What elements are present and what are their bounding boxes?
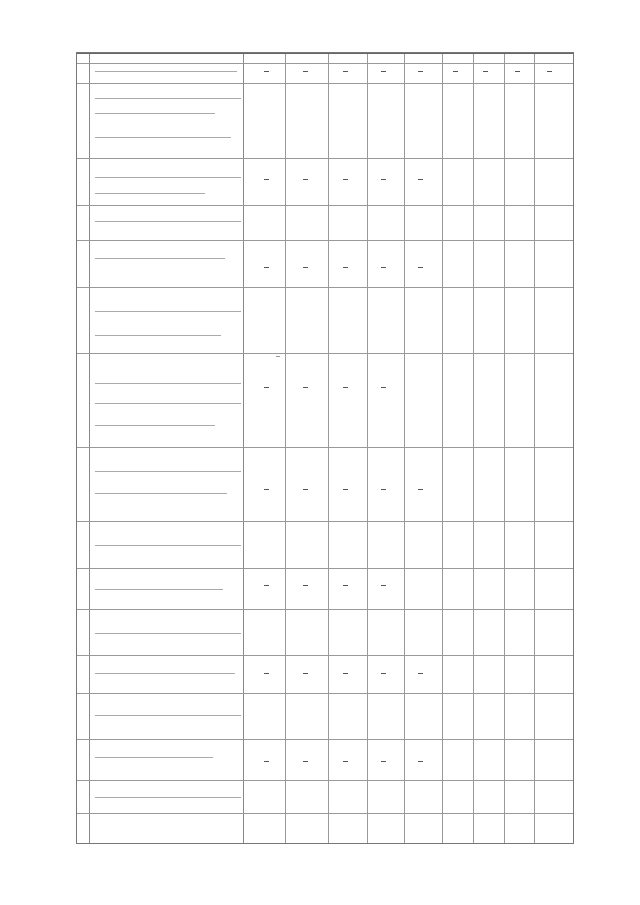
table-cell-mark (515, 71, 520, 72)
table-cell-mark (303, 761, 308, 762)
table-cell-mark (303, 179, 308, 180)
row-divider (77, 609, 573, 610)
table-cell-mark (343, 71, 348, 72)
table-cell-mark (453, 71, 458, 72)
column-divider (473, 53, 474, 843)
table-cell-mark (264, 489, 269, 490)
table-cell-mark (547, 71, 552, 72)
table-cell-mark (343, 761, 348, 762)
row-divider (77, 568, 573, 569)
row-divider (77, 83, 573, 84)
description-text-line (95, 98, 241, 99)
description-text-line (95, 177, 241, 178)
table-cell-mark (264, 673, 269, 674)
description-text-line (95, 633, 241, 634)
row-divider (77, 353, 573, 354)
table-cell-mark (264, 761, 269, 762)
description-text-line (95, 589, 223, 590)
description-text-line (95, 335, 221, 336)
table-cell-mark (483, 71, 488, 72)
column-divider (328, 53, 329, 843)
row-divider (77, 447, 573, 448)
description-text-line (95, 71, 237, 72)
table-cell-mark (264, 585, 269, 586)
header-divider (77, 63, 573, 64)
description-text-line (95, 493, 227, 494)
row-divider (77, 205, 573, 206)
table-cell-mark (418, 489, 423, 490)
row-divider (77, 521, 573, 522)
description-text-line (95, 797, 241, 798)
row-divider (77, 240, 573, 241)
table-cell-mark (303, 71, 308, 72)
description-text-line (95, 673, 235, 674)
description-text-line (95, 403, 241, 404)
table-cell-mark (381, 585, 386, 586)
description-text-line (95, 137, 231, 138)
table-cell-mark (343, 489, 348, 490)
column-divider (504, 53, 505, 843)
description-text-line (95, 425, 215, 426)
column-divider (367, 53, 368, 843)
table-cell-mark (418, 267, 423, 268)
table-cell-mark (264, 267, 269, 268)
column-divider (285, 53, 286, 843)
description-text-line (95, 715, 241, 716)
table-cell-mark (303, 585, 308, 586)
rotated-table (76, 52, 574, 844)
description-text-line (95, 545, 241, 546)
table-cell-mark (343, 179, 348, 180)
table-cell-mark (264, 179, 269, 180)
table-cell-mark (303, 387, 308, 388)
column-divider (404, 53, 405, 843)
description-text-line (95, 311, 241, 312)
row-divider (77, 813, 573, 814)
row-divider (77, 693, 573, 694)
table-cell-mark (303, 673, 308, 674)
table-cell-mark (381, 673, 386, 674)
description-text-line (95, 113, 215, 114)
row-divider (77, 158, 573, 159)
description-text-line (95, 383, 241, 384)
column-divider (534, 53, 535, 843)
table-cell-mark (264, 71, 269, 72)
table-cell-mark (381, 267, 386, 268)
table-cell-mark (418, 71, 423, 72)
table-cell-mark (418, 673, 423, 674)
header-divider (77, 53, 573, 54)
description-text-line (95, 471, 241, 472)
table-cell-mark (381, 489, 386, 490)
row-divider (77, 287, 573, 288)
table-cell-mark (343, 585, 348, 586)
table-cell-mark (303, 489, 308, 490)
description-column (89, 53, 244, 843)
table-cell-mark (343, 387, 348, 388)
table-cell-mark (303, 267, 308, 268)
table-cell-mark (381, 71, 386, 72)
row-divider (77, 739, 573, 740)
table-cell-mark (381, 179, 386, 180)
table-cell-mark (418, 179, 423, 180)
description-text-line (95, 258, 225, 259)
column-divider (442, 53, 443, 843)
row-divider (77, 780, 573, 781)
description-text-line (95, 221, 241, 222)
description-text-line (95, 193, 205, 194)
table-cell-mark (343, 267, 348, 268)
table-cell-mark (343, 673, 348, 674)
row-divider (77, 655, 573, 656)
table-cell-mark (418, 761, 423, 762)
table-cell-mark (381, 387, 386, 388)
table-cell-mark (381, 761, 386, 762)
description-text-line (95, 757, 213, 758)
table-cell-mark (264, 387, 269, 388)
